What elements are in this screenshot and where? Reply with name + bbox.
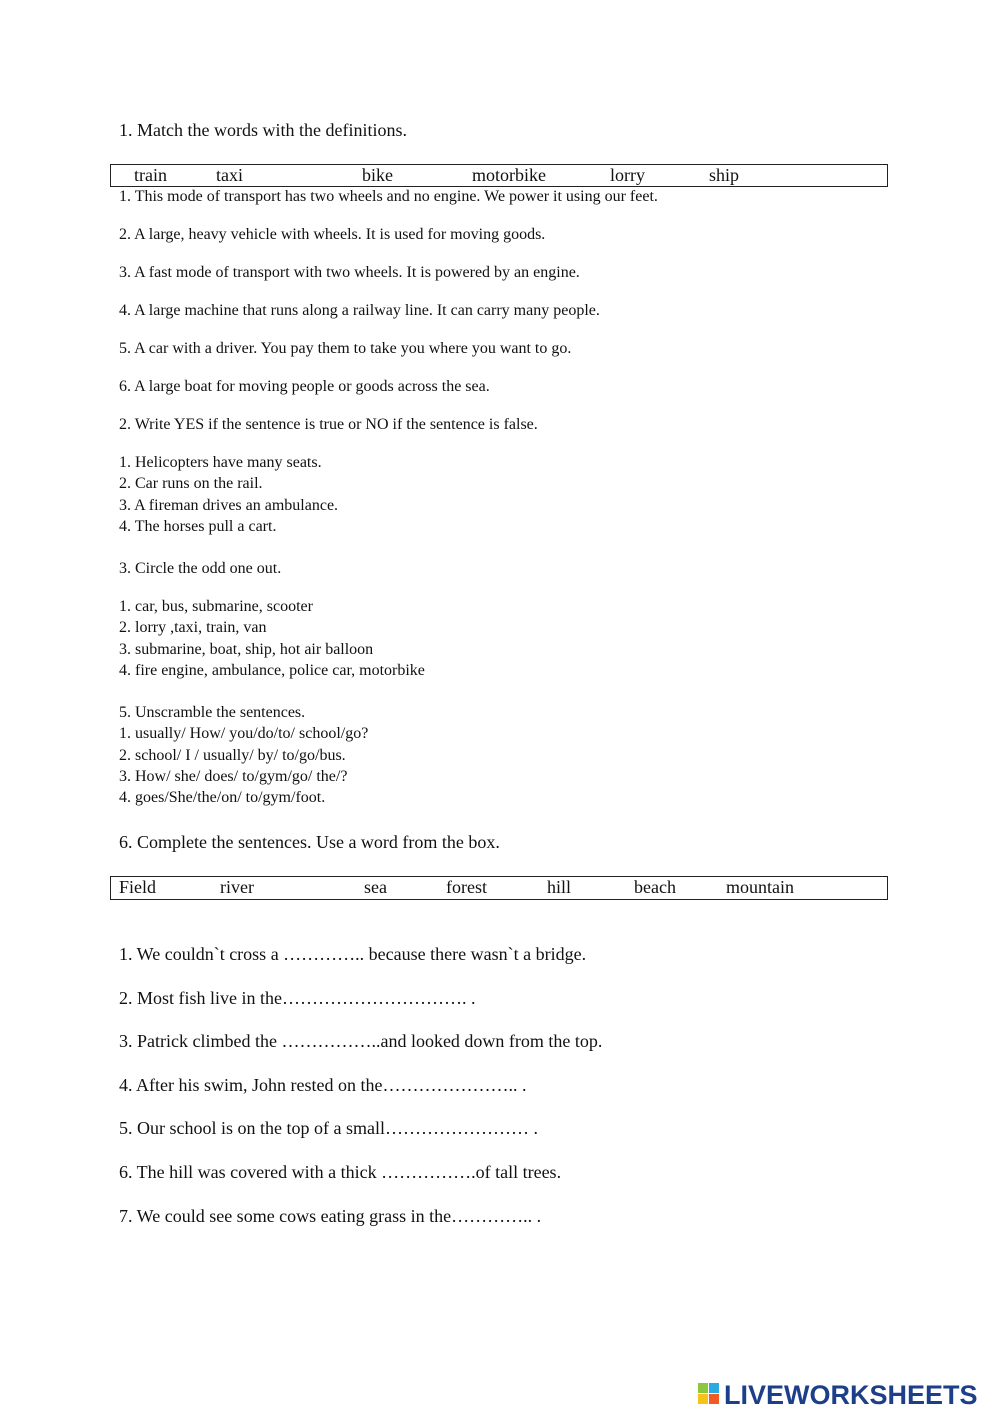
word-train: train: [134, 165, 167, 185]
definition-3: 3. A fast mode of transport with two wheels. It is powered by an engine.: [119, 264, 580, 281]
word-bike: bike: [362, 165, 393, 185]
liveworksheets-logo-icon: [698, 1383, 720, 1407]
word-ship: ship: [709, 165, 740, 185]
word-river: river: [220, 877, 254, 897]
word-hill: hill: [547, 877, 572, 897]
yes-no-item-1: 1. Helicopters have many seats.: [119, 454, 322, 471]
unscramble-item-3: 3. How/ she/ does/ to/gym/go/ the/?: [119, 768, 348, 785]
section1-heading: 1. Match the words with the definitions.: [119, 120, 407, 140]
odd-one-item-2: 2. lorry ,taxi, train, van: [119, 619, 267, 636]
definition-2: 2. A large, heavy vehicle with wheels. It is used for moving goods.: [119, 226, 546, 243]
word-field: Field: [119, 877, 157, 897]
word-motorbike: motorbike: [472, 165, 546, 185]
odd-one-item-1: 1. car, bus, submarine, scooter: [119, 598, 313, 615]
odd-one-item-4: 4. fire engine, ambulance, police car, motorbike: [119, 662, 425, 679]
liveworksheets-logo: [698, 1378, 978, 1412]
unscramble-item-4: 4. goes/She/the/on/ to/gym/foot.: [119, 789, 326, 806]
yes-no-item-3: 3. A fireman drives an ambulance.: [119, 497, 339, 514]
liveworksheets-brand-text: LIVEWORKSHEETS: [724, 1379, 978, 1410]
word-beach: beach: [634, 877, 676, 897]
complete-sentence-1: 1. We couldn`t cross a ………….. because there wasn`t a bridge.: [119, 944, 587, 964]
word-lorry: lorry: [610, 165, 645, 185]
yes-no-item-2: 2. Car runs on the rail.: [119, 475, 263, 492]
section3-heading: 3. Circle the odd one out.: [119, 560, 282, 577]
word-mountain: mountain: [726, 877, 794, 897]
word-sea: sea: [364, 877, 387, 897]
section5-heading: 5. Unscramble the sentences.: [119, 704, 306, 721]
unscramble-item-1: 1. usually/ How/ you/do/to/ school/go?: [119, 725, 369, 742]
complete-sentence-2: 2. Most fish live in the…………………………. .: [119, 988, 476, 1008]
word-forest: forest: [446, 877, 487, 897]
complete-sentence-7: 7. We could see some cows eating grass in the………….. .: [119, 1206, 542, 1226]
word-box-places: [110, 876, 888, 900]
unscramble-item-2: 2. school/ I / usually/ by/ to/go/bus.: [119, 747, 346, 764]
complete-sentence-3: 3. Patrick climbed the ……………..and looked down from the top.: [119, 1031, 603, 1051]
definition-5: 5. A car with a driver. You pay them to take you where you want to go.: [119, 340, 572, 357]
definition-6: 6. A large boat for moving people or goods across the sea.: [119, 378, 490, 395]
complete-sentence-5: 5. Our school is on the top of a small…………………… .: [119, 1118, 538, 1138]
complete-sentence-4: 4. After his swim, John rested on the………………….. .: [119, 1075, 527, 1095]
word-box-transport: [110, 164, 888, 187]
definition-1: 1. This mode of transport has two wheels and no engine. We power it using our feet.: [119, 188, 658, 205]
odd-one-item-3: 3. submarine, boat, ship, hot air balloon: [119, 641, 374, 658]
section2-heading: 2. Write YES if the sentence is true or NO if the sentence is false.: [119, 416, 538, 433]
section6-heading: 6. Complete the sentences. Use a word from the box.: [119, 832, 500, 852]
complete-sentence-6: 6. The hill was covered with a thick …………….of tall trees.: [119, 1162, 562, 1182]
word-taxi: taxi: [216, 165, 243, 185]
definition-4: 4. A large machine that runs along a railway line. It can carry many people.: [119, 302, 600, 319]
yes-no-item-4: 4. The horses pull a cart.: [119, 518, 277, 535]
